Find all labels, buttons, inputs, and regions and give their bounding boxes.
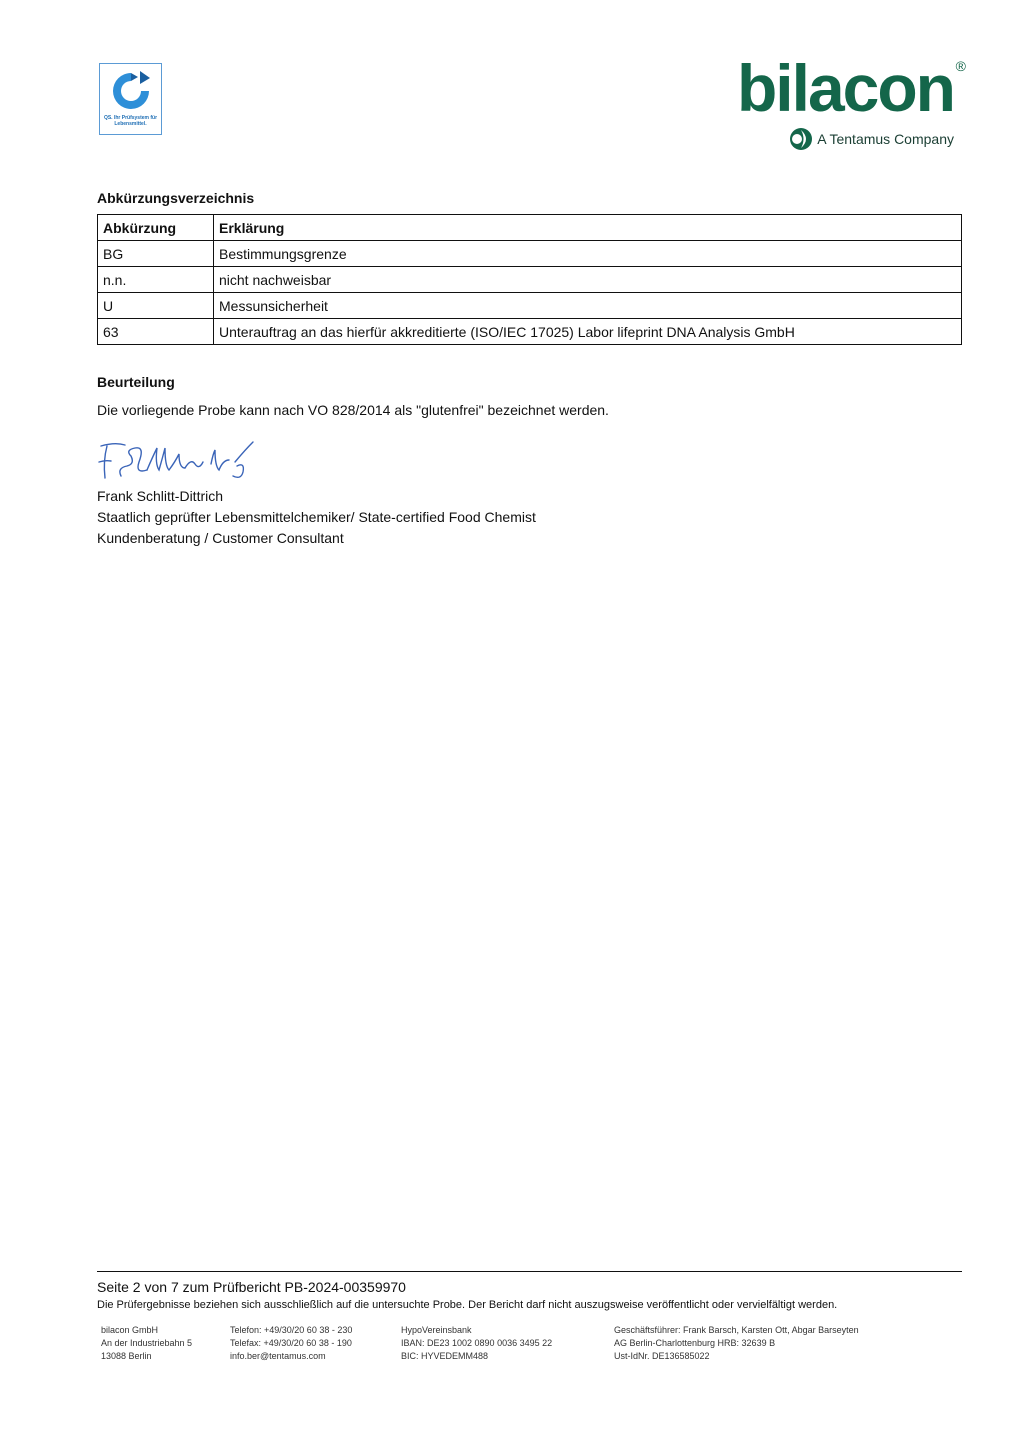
signer-block [97, 486, 536, 549]
qs-logo-text: QS. Ihr Prüfsystem für Lebensmittel. [103, 115, 158, 127]
abbreviations-table [97, 214, 962, 345]
table-header-row [98, 215, 962, 241]
explanation-cell: Unterauftrag an das hierfür akkreditierte (ISO/IEC 17025) Labor lifeprint DNA Analysis GmbH [214, 319, 962, 345]
footer-line: bilacon GmbH [101, 1325, 159, 1335]
bilacon-logo [694, 51, 966, 151]
abbreviation-cell: BG [98, 241, 214, 267]
footer-management [614, 1324, 859, 1363]
footer-line: IBAN: DE23 1002 0890 0036 3495 22 [401, 1338, 553, 1348]
footer-line: Geschäftsführer: Frank Barsch, Karsten Ott, Abgar Barseyten [614, 1325, 859, 1335]
footer-contact [230, 1324, 352, 1363]
footer-line: BIC: HYVEDEMM488 [401, 1351, 489, 1361]
footer-bank [401, 1324, 552, 1363]
footer-line: HypoVereinsbank [401, 1325, 472, 1335]
abbreviations-title: Abkürzungsverzeichnis [97, 190, 255, 206]
table-row [98, 319, 962, 345]
tentamus-icon [789, 127, 813, 151]
header-abbreviation: Abkürzung [98, 215, 214, 241]
signer-name: Frank Schlitt-Dittrich [97, 488, 224, 504]
signer-title: Staatlich geprüfter Lebensmittelchemiker/ State-certified Food Chemist [97, 509, 536, 525]
footer-line: 13088 Berlin [101, 1351, 152, 1361]
header-explanation: Erklärung [214, 215, 962, 241]
footer-company [101, 1324, 192, 1363]
brand-name [736, 51, 966, 125]
table-row [98, 293, 962, 319]
assessment-title: Beurteilung [97, 374, 175, 390]
explanation-cell: Messunsicherheit [214, 293, 962, 319]
assessment-text: Die vorliegende Probe kann nach VO 828/2014 als "glutenfrei" bezeichnet werden. [97, 402, 609, 418]
footer-divider [97, 1271, 962, 1272]
abbreviation-cell: 63 [98, 319, 214, 345]
abbreviation-cell: U [98, 293, 214, 319]
table-row [98, 267, 962, 293]
brand-tagline [694, 127, 954, 151]
qs-logo [99, 63, 162, 135]
signature-image [95, 436, 265, 486]
footer-page-info: Seite 2 von 7 zum Prüfbericht PB-2024-00359970 [97, 1279, 406, 1295]
explanation-cell: Bestimmungsgrenze [214, 241, 962, 267]
table-row [98, 241, 962, 267]
footer-disclaimer: Die Prüfergebnisse beziehen sich ausschließlich auf die untersuchte Probe. Der Bericht darf nicht auszugsweise veröffentlicht oder vervielfältigt werden. [97, 1299, 838, 1311]
qs-arrow-icon [108, 68, 154, 114]
brand-tagline-text: A Tentamus Company [817, 131, 954, 147]
footer-line: info.ber@tentamus.com [230, 1351, 326, 1361]
abbreviation-cell: n.n. [98, 267, 214, 293]
footer-line: AG Berlin-Charlottenburg HRB: 32639 B [614, 1338, 776, 1348]
footer-line: Telefon: +49/30/20 60 38 - 230 [230, 1325, 353, 1335]
footer-line: An der Industriebahn 5 [101, 1338, 193, 1348]
brand-name-text: bilacon [736, 51, 954, 125]
registered-mark: ® [955, 58, 966, 74]
footer-line: Telefax: +49/30/20 60 38 - 190 [230, 1338, 352, 1348]
explanation-cell: nicht nachweisbar [214, 267, 962, 293]
signer-role: Kundenberatung / Customer Consultant [97, 530, 344, 546]
footer-line: Ust-IdNr. DE136585022 [614, 1351, 710, 1361]
